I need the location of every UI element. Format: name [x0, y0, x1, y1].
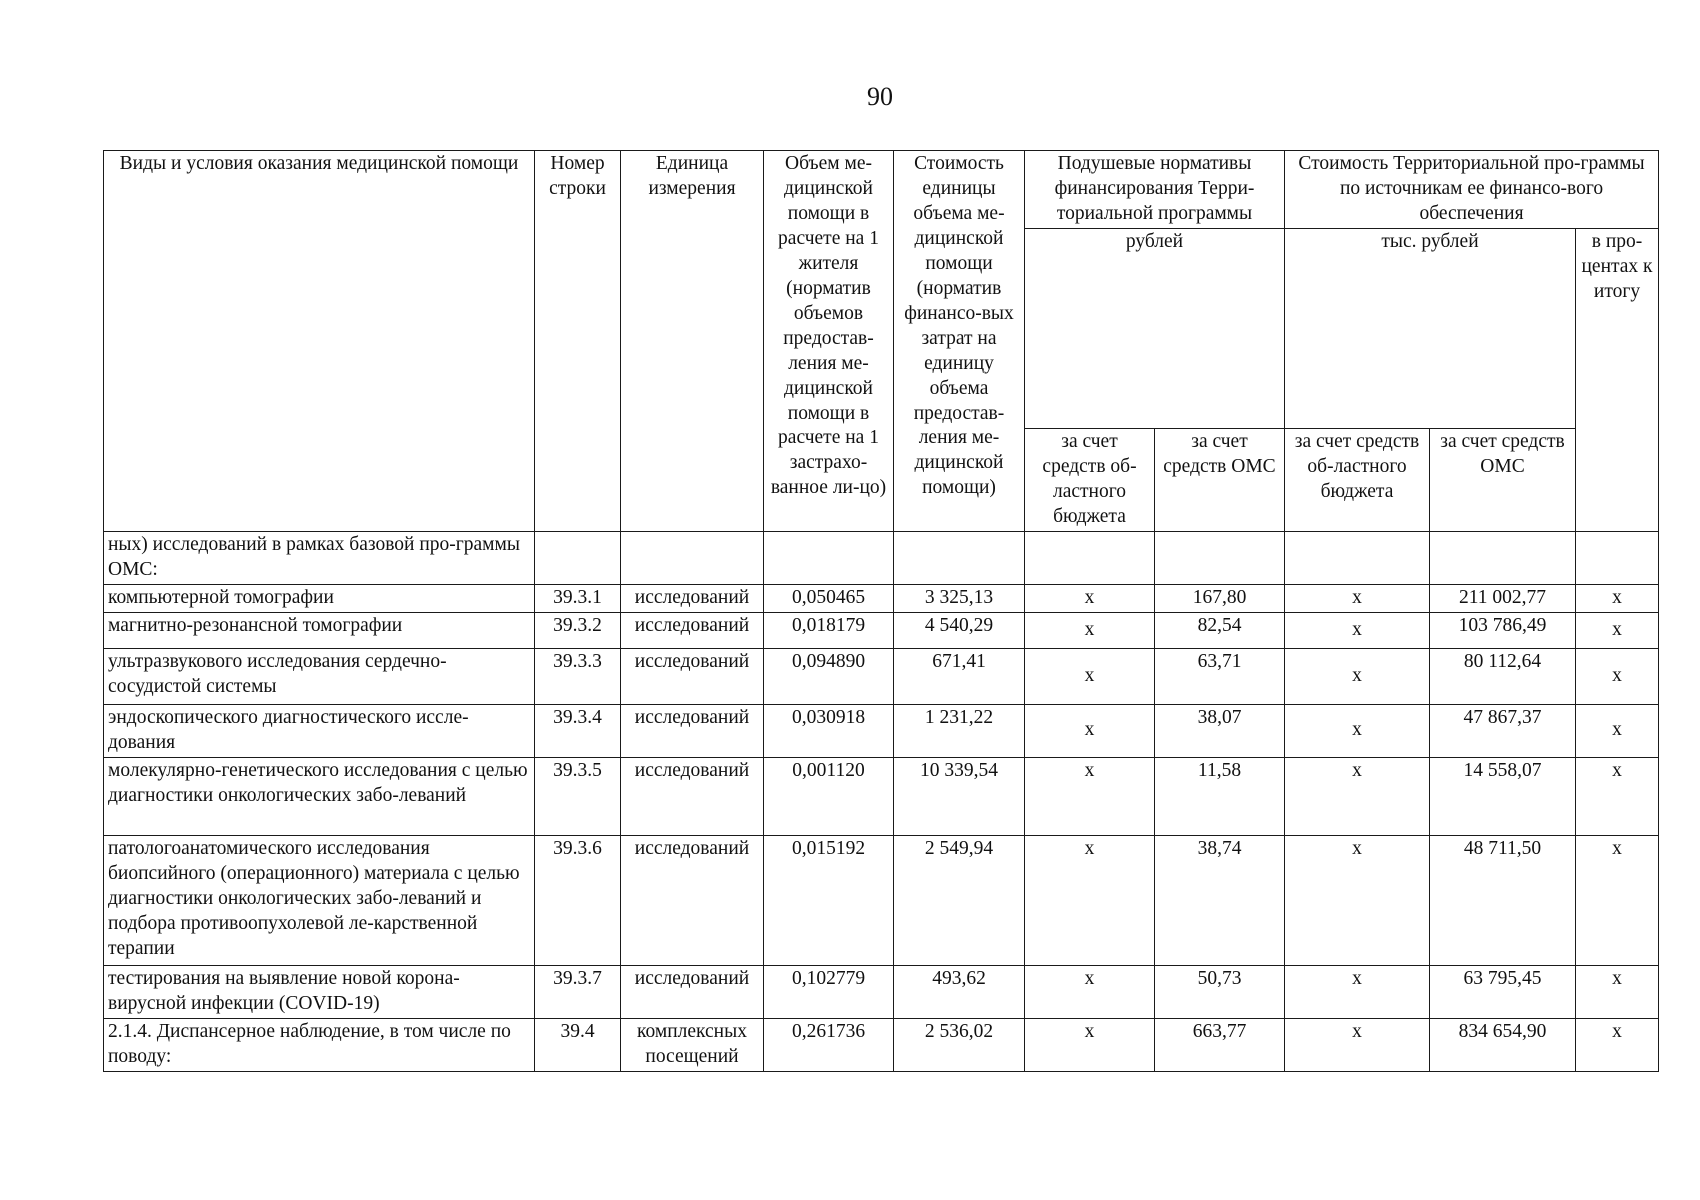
row-unit: исследований [621, 612, 764, 648]
row-cost: 1 231,22 [894, 704, 1025, 757]
header-unit-thousand-rubles: тыс. рублей [1285, 228, 1576, 428]
row-volume: 0,018179 [764, 612, 894, 648]
row-tc-budget: х [1285, 704, 1430, 757]
row-pc-oms: 38,07 [1155, 704, 1285, 757]
header-percent: в про-центах к итогу [1576, 228, 1659, 531]
row-number: 39.3.2 [535, 612, 621, 648]
row-tc-oms: 834 654,90 [1430, 1018, 1576, 1071]
row-number: 39.3.3 [535, 648, 621, 704]
row-name: ных) исследований в рамках базовой про-граммы ОМС: [104, 532, 535, 585]
row-tc-budget: х [1285, 1018, 1430, 1071]
row-tc-oms: 103 786,49 [1430, 612, 1576, 648]
table-row [104, 648, 1659, 704]
row-cost: 493,62 [894, 965, 1025, 1018]
row-unit: комплексных посещений [621, 1018, 764, 1071]
table-row [104, 1018, 1659, 1071]
row-tc-oms [1430, 532, 1576, 585]
row-pc-budget: х [1025, 965, 1155, 1018]
row-volume [764, 532, 894, 585]
header-row-number: Номер строки [535, 151, 621, 532]
row-percent: х [1576, 965, 1659, 1018]
row-pc-oms: 38,74 [1155, 835, 1285, 965]
row-volume: 0,261736 [764, 1018, 894, 1071]
row-percent: х [1576, 835, 1659, 965]
row-volume: 0,094890 [764, 648, 894, 704]
row-number: 39.3.5 [535, 757, 621, 835]
row-unit [621, 532, 764, 585]
row-pc-budget: х [1025, 648, 1155, 704]
row-cost: 3 325,13 [894, 584, 1025, 612]
row-percent: х [1576, 757, 1659, 835]
row-tc-budget: х [1285, 757, 1430, 835]
header-unit-rubles: рублей [1025, 228, 1285, 428]
row-cost [894, 532, 1025, 585]
row-pc-budget: х [1025, 704, 1155, 757]
row-pc-budget [1025, 532, 1155, 585]
table-row [104, 965, 1659, 1018]
row-number: 39.3.1 [535, 584, 621, 612]
header-pc-regional-budget: за счет средств об-ластного бюджета [1025, 429, 1155, 532]
row-tc-oms: 211 002,77 [1430, 584, 1576, 612]
row-pc-budget: х [1025, 612, 1155, 648]
financing-table [103, 150, 1659, 1072]
row-pc-oms: 63,71 [1155, 648, 1285, 704]
row-percent: х [1576, 584, 1659, 612]
row-number: 39.3.6 [535, 835, 621, 965]
table-row [104, 584, 1659, 612]
row-pc-oms: 82,54 [1155, 612, 1285, 648]
table-row [104, 532, 1659, 585]
row-number: 39.3.7 [535, 965, 621, 1018]
header-type: Виды и условия оказания медицинской помощи [104, 151, 535, 532]
row-pc-oms: 50,73 [1155, 965, 1285, 1018]
row-tc-oms: 80 112,64 [1430, 648, 1576, 704]
row-name: тестирования на выявление новой корона-вирусной инфекции (COVID-19) [104, 965, 535, 1018]
row-name: 2.1.4. Диспансерное наблюдение, в том числе по поводу: [104, 1018, 535, 1071]
row-name: патологоанатомического исследования биопсийного (операционного) материала с целью диагностики онкологических забо-леваний и подбора противоопухолевой ле-карственной терапии [104, 835, 535, 965]
row-name: молекулярно-генетического исследования с целью диагностики онкологических забо-леваний [104, 757, 535, 835]
table-row [104, 835, 1659, 965]
row-pc-budget: х [1025, 757, 1155, 835]
row-unit: исследований [621, 584, 764, 612]
row-unit: исследований [621, 835, 764, 965]
row-volume: 0,015192 [764, 835, 894, 965]
row-number: 39.3.4 [535, 704, 621, 757]
row-unit: исследований [621, 757, 764, 835]
table-row [104, 757, 1659, 835]
row-cost: 2 536,02 [894, 1018, 1025, 1071]
header-volume: Объем ме-дицинской помощи в расчете на 1 жителя (норматив объемов предостав-ления ме-дицинской помощи в расчете на 1 застрахо-ванное ли-цо) [764, 151, 894, 532]
header-tc-regional-budget: за счет средств об-ластного бюджета [1285, 429, 1430, 532]
row-percent: х [1576, 612, 1659, 648]
header-pc-oms: за счет средств ОМС [1155, 429, 1285, 532]
table-row [104, 704, 1659, 757]
row-percent: х [1576, 648, 1659, 704]
row-tc-budget: х [1285, 648, 1430, 704]
row-pc-oms: 11,58 [1155, 757, 1285, 835]
row-tc-budget: х [1285, 612, 1430, 648]
row-volume: 0,102779 [764, 965, 894, 1018]
row-cost: 4 540,29 [894, 612, 1025, 648]
row-tc-oms: 47 867,37 [1430, 704, 1576, 757]
table-header-row-1 [104, 151, 1659, 229]
row-tc-budget: х [1285, 584, 1430, 612]
row-pc-budget: х [1025, 1018, 1155, 1071]
row-tc-budget: х [1285, 835, 1430, 965]
row-pc-budget: х [1025, 835, 1155, 965]
row-unit: исследований [621, 648, 764, 704]
row-name: ультразвукового исследования сердечно-сосудистой системы [104, 648, 535, 704]
row-pc-oms: 663,77 [1155, 1018, 1285, 1071]
header-tc-oms: за счет средств ОМС [1430, 429, 1576, 532]
row-name: эндоскопического диагностического иссле-дования [104, 704, 535, 757]
row-volume: 0,050465 [764, 584, 894, 612]
row-tc-budget [1285, 532, 1430, 585]
row-number [535, 532, 621, 585]
row-name: магнитно-резонансной томографии [104, 612, 535, 648]
row-tc-oms: 48 711,50 [1430, 835, 1576, 965]
row-number: 39.4 [535, 1018, 621, 1071]
row-tc-budget: х [1285, 965, 1430, 1018]
row-percent: х [1576, 1018, 1659, 1071]
row-volume: 0,001120 [764, 757, 894, 835]
header-cost: Стоимость единицы объема ме-дицинской помощи (норматив финансо-вых затрат на единицу объема предостав-ления ме-дицинской помощи) [894, 151, 1025, 532]
row-tc-oms: 14 558,07 [1430, 757, 1576, 835]
row-cost: 10 339,54 [894, 757, 1025, 835]
row-percent: х [1576, 704, 1659, 757]
row-cost: 2 549,94 [894, 835, 1025, 965]
row-percent [1576, 532, 1659, 585]
table-row [104, 612, 1659, 648]
row-tc-oms: 63 795,45 [1430, 965, 1576, 1018]
row-unit: исследований [621, 704, 764, 757]
row-pc-budget: х [1025, 584, 1155, 612]
row-cost: 671,41 [894, 648, 1025, 704]
header-per-capita-group: Подушевые нормативы финансирования Терри-ториальной программы [1025, 151, 1285, 229]
row-name: компьютерной томографии [104, 584, 535, 612]
row-pc-oms [1155, 532, 1285, 585]
page-number: 90 [867, 82, 893, 111]
row-unit: исследований [621, 965, 764, 1018]
row-volume: 0,030918 [764, 704, 894, 757]
row-pc-oms: 167,80 [1155, 584, 1285, 612]
header-unit: Единица измерения [621, 151, 764, 532]
header-program-cost-group: Стоимость Территориальной про-граммы по источникам ее финансо-вого обеспечения [1285, 151, 1659, 229]
